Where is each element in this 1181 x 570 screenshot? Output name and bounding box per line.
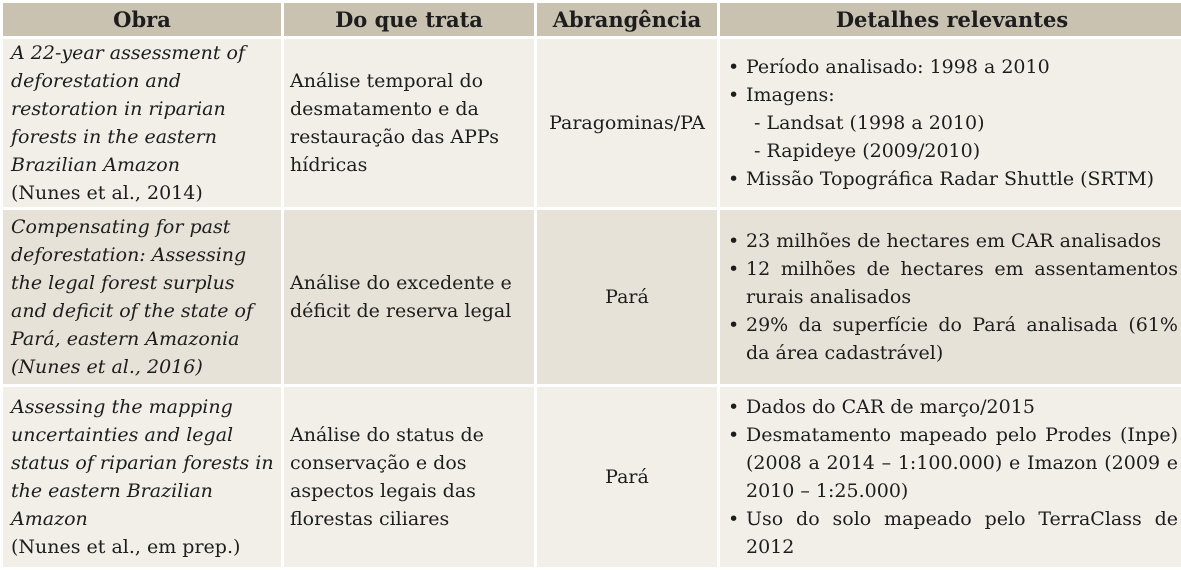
topic-cell: Análise do excedente e déficit de reserva legal	[284, 210, 534, 384]
details-list	[726, 393, 1178, 561]
header-row	[3, 3, 1181, 36]
detail-item: • Período analisado: 1998 a 2010	[726, 53, 1178, 81]
detail-item: • Desmatamento mapeado pelo Prodes (Inpe) (2008 a 2014 – 1:100.000) e Imazon (2009 e 2010 – 1:25.000)	[726, 421, 1178, 505]
detail-item-label: Imagens:	[746, 84, 835, 106]
work-citation: (Nunes et al., em prep.)	[11, 536, 241, 558]
sub-detail-item: - Rapideye (2009/2010)	[754, 140, 981, 162]
work-title: A 22-year assessment of deforestation and restoration in riparian forests in the eastern Brazilian Amazon	[11, 42, 246, 176]
details-cell	[720, 210, 1181, 384]
header-detalhes: Detalhes relevantes	[720, 3, 1181, 36]
work-title: Compensating for past deforestation: Assessing the legal forest surplus and deficit of the state of Pará, eastern Amazonia	[11, 216, 254, 350]
sub-detail-item: - Landsat (1998 a 2010)	[754, 112, 985, 134]
table-row	[3, 387, 1181, 567]
detail-item: • Dados do CAR de março/2015	[726, 393, 1178, 421]
scope-cell: Paragominas/PA	[537, 39, 717, 207]
topic-cell: Análise do status de conservação e dos aspectos legais das florestas ciliares	[284, 387, 534, 567]
work-title: Assessing the mapping uncertainties and legal status of riparian forests in the eastern Brazilian Amazon	[11, 396, 274, 530]
detail-item: • 23 milhões de hectares em CAR analisados	[726, 227, 1178, 255]
work-cell	[3, 210, 281, 384]
detail-item: • 29% da superfície do Pará analisada (61% da área cadastrável)	[726, 311, 1178, 367]
work-citation: (Nunes et al., 2016)	[11, 356, 203, 378]
details-list	[726, 227, 1178, 367]
scope-cell: Pará	[537, 387, 717, 567]
topic-cell: Análise temporal do desmatamento e da restauração das APPs hídricas	[284, 39, 534, 207]
work-cell	[3, 39, 281, 207]
detail-item: • Uso do solo mapeado pelo TerraClass de 2012	[726, 505, 1178, 561]
work-citation: (Nunes et al., 2014)	[11, 182, 203, 204]
header-abrangencia: Abrangência	[537, 3, 717, 36]
table-row	[3, 39, 1181, 207]
sub-details-list	[746, 109, 1178, 165]
table-row	[3, 210, 1181, 384]
detail-item	[726, 81, 1178, 165]
details-cell	[720, 39, 1181, 207]
scope-cell: Pará	[537, 210, 717, 384]
header-obra: Obra	[3, 3, 281, 36]
detail-item: • Missão Topográfica Radar Shuttle (SRTM)	[726, 165, 1178, 193]
detail-item: • 12 milhões de hectares em assentamentos rurais analisados	[726, 255, 1178, 311]
details-list	[726, 53, 1178, 193]
details-cell	[720, 387, 1181, 567]
work-cell	[3, 387, 281, 567]
header-do-que-trata: Do que trata	[284, 3, 534, 36]
